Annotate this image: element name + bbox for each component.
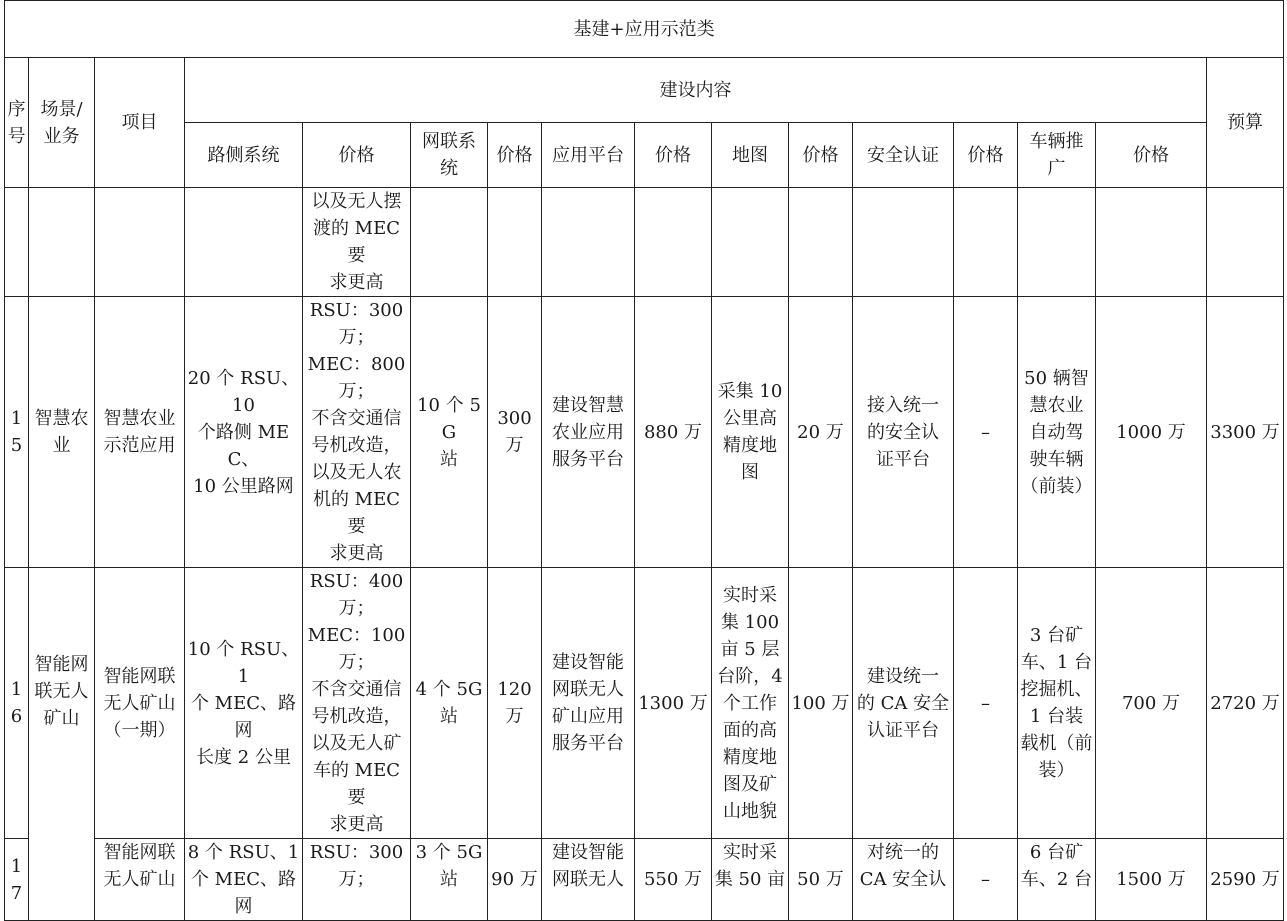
security-cell: 接入统一 的安全认 证平台: [853, 297, 954, 568]
security-price-cell: –: [954, 839, 1018, 921]
platform-price-cell: 880 万: [635, 297, 712, 568]
network-price-cell: 120 万: [488, 568, 542, 839]
empty-cell: [185, 188, 303, 297]
roadside-price-cell: 以及无人摆 渡的 MEC 要 求更高: [303, 188, 411, 297]
header-security-price: 价格: [954, 123, 1018, 188]
header-vehicle-price: 价格: [1096, 123, 1207, 188]
table-title: 基建+应用示范类: [5, 1, 1284, 58]
empty-cell: [542, 188, 635, 297]
empty-cell: [95, 188, 185, 297]
header-map-price: 价格: [789, 123, 853, 188]
header-row-1: [5, 58, 1284, 123]
budget-cell: 2590 万: [1207, 839, 1284, 921]
header-platform-price: 价格: [635, 123, 712, 188]
map-cell: 实时采 集 50 亩: [712, 839, 789, 921]
header-budget: 预算: [1207, 58, 1284, 188]
scene-cell: 智慧农 业: [29, 297, 95, 568]
network-price-cell: 300 万: [488, 297, 542, 568]
vehicle-price-cell: 1500 万: [1096, 839, 1207, 921]
empty-cell: [488, 188, 542, 297]
table-row: [5, 297, 1284, 568]
project-cell: 智慧农业 示范应用: [95, 297, 185, 568]
empty-cell: [1096, 188, 1207, 297]
header-seq: 序 号: [5, 58, 29, 188]
roadside-cell: 10 个 RSU、1 个 MEC、路网 长度 2 公里: [185, 568, 303, 839]
scene-cell: [29, 568, 95, 921]
empty-cell: [954, 188, 1018, 297]
header-platform: 应用平台: [542, 123, 635, 188]
header-network: 网联系 统: [411, 123, 488, 188]
header-content: 建设内容: [185, 58, 1207, 123]
vehicle-price-cell: 1000 万: [1096, 297, 1207, 568]
seq-cell: 16: [5, 568, 29, 839]
security-price-cell: –: [954, 297, 1018, 568]
platform-cell: 建设智能 网联无人 矿山应用 服务平台: [542, 568, 635, 839]
platform-price-cell: 550 万: [635, 839, 712, 921]
empty-cell: [29, 188, 95, 297]
empty-cell: [789, 188, 853, 297]
platform-price-cell: 1300 万: [635, 568, 712, 839]
header-map: 地图: [712, 123, 789, 188]
header-security: 安全认证: [853, 123, 954, 188]
map-price-cell: 50 万: [789, 839, 853, 921]
header-roadside-price: 价格: [303, 123, 411, 188]
demo-table: [4, 0, 1284, 921]
empty-cell: [1207, 188, 1284, 297]
table-row: [5, 568, 1284, 839]
scene-text: 智能网 联无人 矿山: [34, 654, 89, 729]
network-cell: 10 个 5G 站: [411, 297, 488, 568]
vehicle-cell: 50 辆智 慧农业 自动驾 驶车辆 （前装）: [1018, 297, 1096, 568]
roadside-price-cell: RSU：300 万； MEC：800 万； 不含交通信 号机改造， 以及无人农 机的 MEC 要 求更高: [303, 297, 411, 568]
platform-cell: 建设智慧 农业应用 服务平台: [542, 297, 635, 568]
roadside-price-cell: RSU：300 万；: [303, 839, 411, 921]
network-cell: 4 个 5G 站: [411, 568, 488, 839]
header-scene: 场景/ 业务: [29, 58, 95, 188]
roadside-cell: 20 个 RSU、10 个路侧 MEC、 10 公里路网: [185, 297, 303, 568]
network-cell: 3 个 5G 站: [411, 839, 488, 921]
platform-cell: 建设智能 网联无人: [542, 839, 635, 921]
map-cell: 实时采 集 100 亩 5 层 台阶，4 个工作 面的高 精度地 图及矿 山地貌: [712, 568, 789, 839]
header-roadside: 路侧系统: [185, 123, 303, 188]
network-price-cell: 90 万: [488, 839, 542, 921]
vehicle-price-cell: 700 万: [1096, 568, 1207, 839]
security-cell: 建设统一 的 CA 安全 认证平台: [853, 568, 954, 839]
header-vehicle: 车辆推 广: [1018, 123, 1096, 188]
empty-cell: [635, 188, 712, 297]
table-row: [5, 839, 1284, 921]
empty-cell: [712, 188, 789, 297]
empty-cell: [853, 188, 954, 297]
seq-cell: 15: [5, 297, 29, 568]
header-project: 项目: [95, 58, 185, 188]
security-price-cell: –: [954, 568, 1018, 839]
security-cell: 对统一的 CA 安全认: [853, 839, 954, 921]
roadside-price-cell: RSU：400 万； MEC：100 万； 不含交通信 号机改造， 以及无人矿 车的 MEC 要 求更高: [303, 568, 411, 839]
roadside-cell: 8 个 RSU、1 个 MEC、路网: [185, 839, 303, 921]
vehicle-cell: 6 台矿 车、2 台: [1018, 839, 1096, 921]
map-cell: 采集 10 公里高 精度地 图: [712, 297, 789, 568]
table-row-continued: [5, 188, 1284, 297]
vehicle-cell: 3 台矿 车、1 台 挖掘机、 1 台装 载机（前 装）: [1018, 568, 1096, 839]
map-price-cell: 100 万: [789, 568, 853, 839]
seq-cell: 17: [5, 839, 29, 921]
empty-cell: [1018, 188, 1096, 297]
project-cell: 智能网联 无人矿山: [95, 839, 185, 921]
header-network-price: 价格: [488, 123, 542, 188]
map-price-cell: 20 万: [789, 297, 853, 568]
empty-cell: [5, 188, 29, 297]
budget-cell: 2720 万: [1207, 568, 1284, 839]
budget-cell: 3300 万: [1207, 297, 1284, 568]
empty-cell: [411, 188, 488, 297]
header-row-2: [5, 123, 1284, 188]
project-cell: 智能网联 无人矿山 （一期）: [95, 568, 185, 839]
